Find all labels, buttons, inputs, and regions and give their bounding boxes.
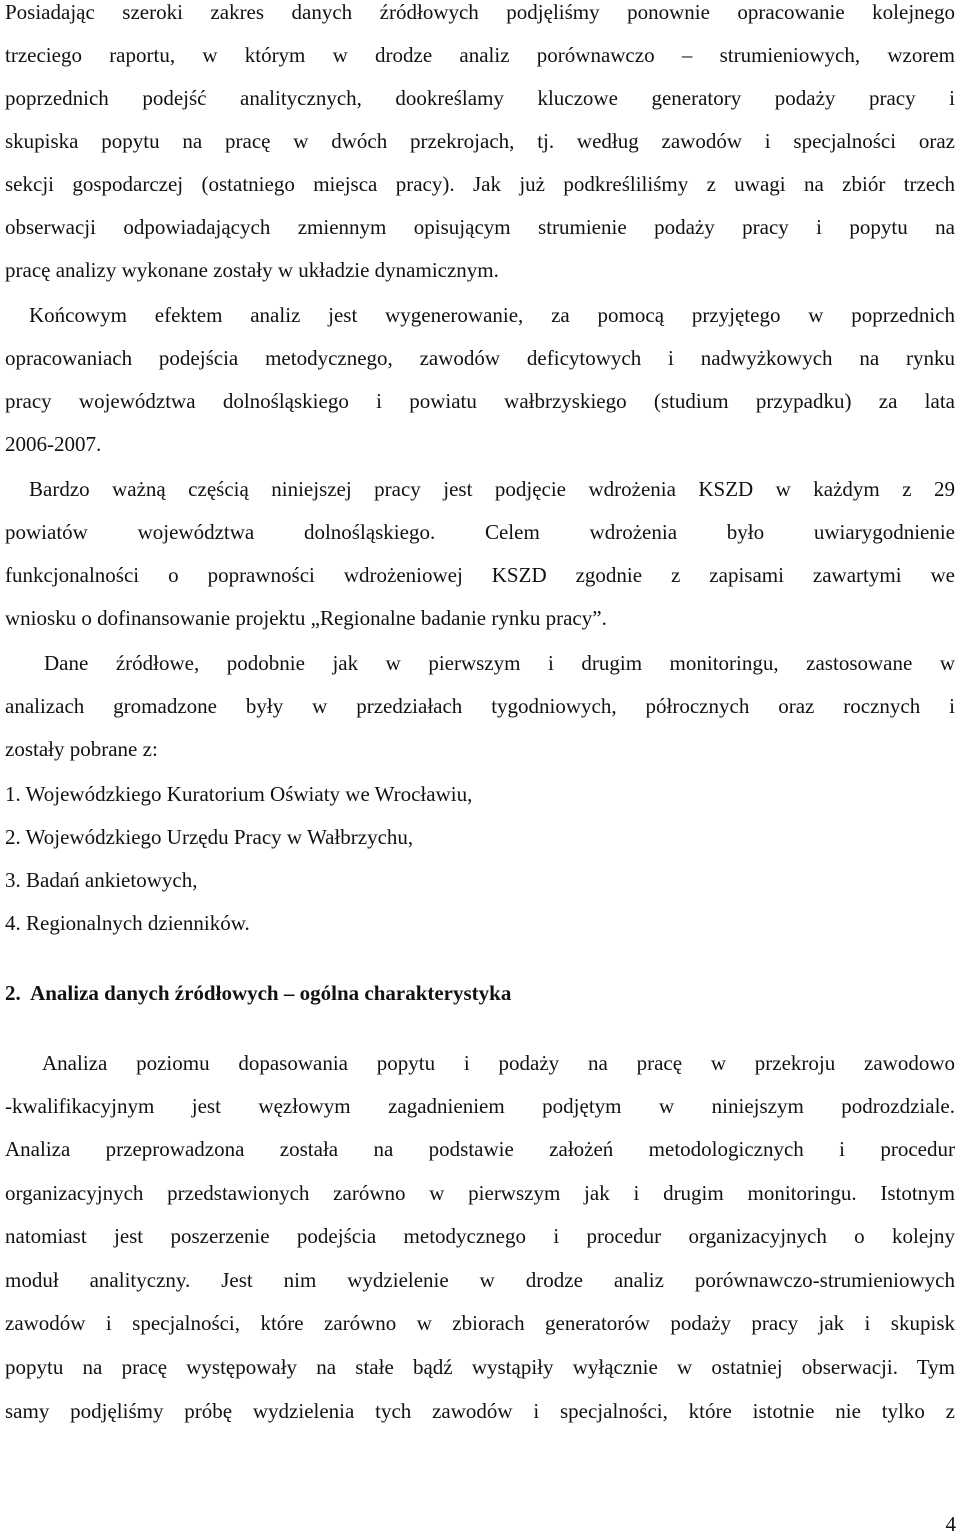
text-line: zostały pobrane z: — [5, 737, 158, 761]
text-line: opracowaniach podejścia metodycznego, zawodów deficytowych i nadwyżkowych na rynku — [5, 346, 955, 370]
list-item: 1. Wojewódzkiego Kuratorium Oświaty we Wrocławiu, — [5, 782, 473, 806]
text-line: wniosku o dofinansowanie projektu „Regionalne badanie rynku pracy”. — [5, 606, 607, 630]
text-line: 2006-2007. — [5, 432, 102, 456]
text-line: skupiska popytu na pracę w dwóch przekrojach, tj. według zawodów i specjalności oraz — [5, 129, 955, 153]
text-line: Bardzo ważną częścią niniejszej pracy jest podjęcie wdrożenia KSZD w każdym z 29 — [29, 477, 955, 501]
text-line: popytu na pracę występowały na stałe bądź wystąpiły wyłącznie w ostatniej obserwacji. Tym — [5, 1355, 955, 1379]
text-line: moduł analityczny. Jest nim wydzielenie w drodze analiz porównawczo-strumieniowych — [5, 1268, 955, 1292]
text-line: obserwacji odpowiadających zmiennym opisującym strumienie podaży pracy i popytu na — [5, 215, 955, 239]
text-line: pracy województwa dolnośląskiego i powiatu wałbrzyskiego (studium przypadku) za lata — [5, 389, 955, 413]
text-line: Analiza poziomu dopasowania popytu i podaży na pracę w przekroju zawodowo — [42, 1051, 955, 1075]
text-line: Końcowym efektem analiz jest wygenerowanie, za pomocą przyjętego w poprzednich — [29, 303, 955, 327]
text-line: funkcjonalności o poprawności wdrożeniowej KSZD zgodnie z zapisami zawartymi we — [5, 563, 955, 587]
text-line: sekcji gospodarczej (ostatniego miejsca pracy). Jak już podkreśliliśmy z uwagi na zbiór trzech — [5, 172, 955, 196]
text-line: analizach gromadzone były w przedziałach tygodniowych, półrocznych oraz rocznych i — [5, 694, 955, 718]
text-line: natomiast jest poszerzenie podejścia metodycznego i procedur organizacyjnych o kolejny — [5, 1224, 955, 1248]
page-number: 4 — [945, 1512, 956, 1536]
text-line: Posiadając szeroki zakres danych źródłowych podjęliśmy ponownie opracowanie kolejnego — [5, 0, 955, 24]
text-line: organizacyjnych przedstawionych zarówno w pierwszym jak i drugim monitoringu. Istotnym — [5, 1181, 955, 1205]
text-line: Dane źródłowe, podobnie jak w pierwszym i drugim monitoringu, zastosowane w — [44, 651, 955, 675]
text-line: samy podjęliśmy próbę wydzielenia tych zawodów i specjalności, które istotnie nie tylko z — [5, 1399, 955, 1423]
text-line: trzeciego raportu, w którym w drodze analiz porównawczo – strumieniowych, wzorem — [5, 43, 955, 67]
text-line: zawodów i specjalności, które zarówno w zbiorach generatorów podaży pracy jak i skupisk — [5, 1311, 955, 1335]
text-line: -kwalifikacyjnym jest węzłowym zagadnieniem podjętym w niniejszym podrozdziale. — [5, 1094, 955, 1118]
text-line: pracę analizy wykonane zostały w układzie dynamicznym. — [5, 258, 499, 282]
list-item: 4. Regionalnych dzienników. — [5, 911, 250, 935]
text-line: Analiza przeprowadzona została na podstawie założeń metodologicznych i procedur — [5, 1137, 955, 1161]
list-item: 2. Wojewódzkiego Urzędu Pracy w Wałbrzychu, — [5, 825, 414, 849]
text-line: powiatów województwa dolnośląskiego. Celem wdrożenia było uwiarygodnienie — [5, 520, 955, 544]
section-heading: 2. Analiza danych źródłowych – ogólna charakterystyka — [5, 981, 512, 1005]
text-line: poprzednich podejść analitycznych, dookreślamy kluczowe generatory podaży pracy i — [5, 86, 955, 110]
list-item: 3. Badań ankietowych, — [5, 868, 198, 892]
